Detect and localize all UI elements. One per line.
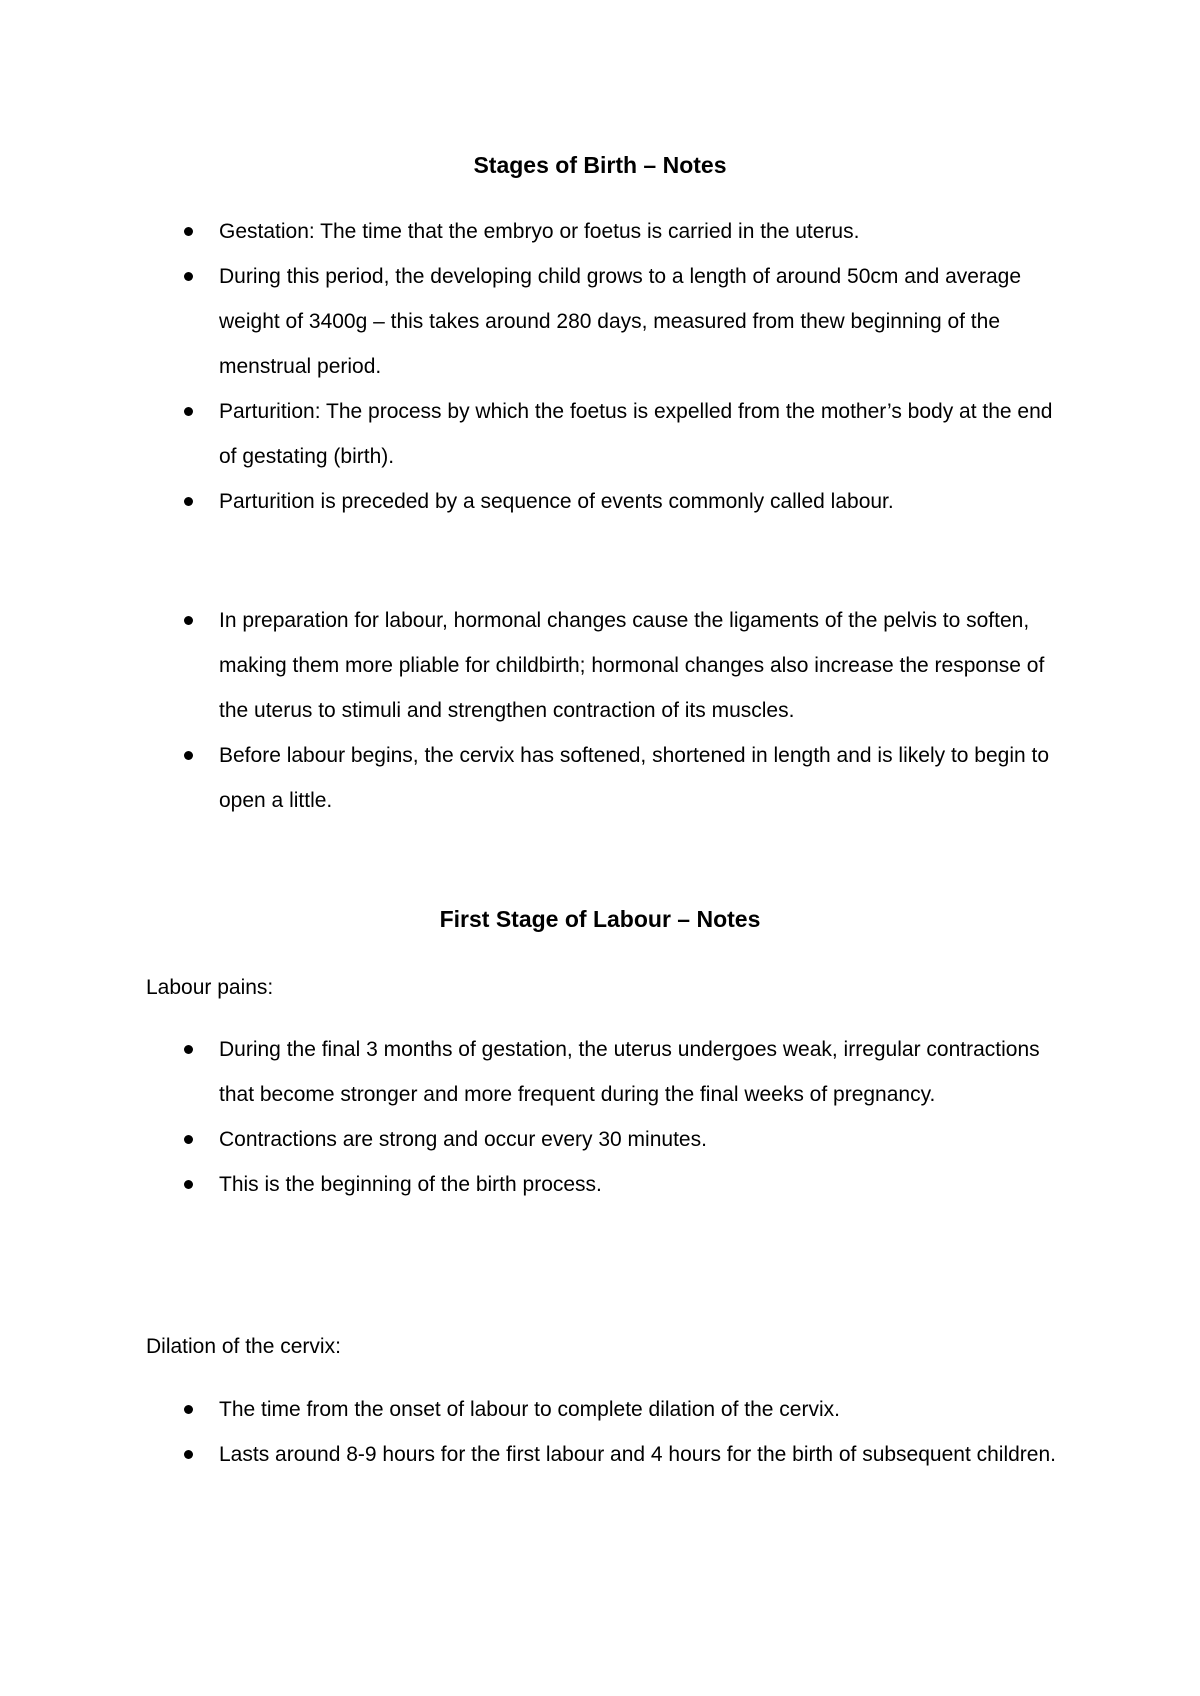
list-item: Parturition: The process by which the foetus is expelled from the mother’s body at the end of gestating (birth). (0, 389, 1069, 479)
list-item: Lasts around 8-9 hours for the first labour and 4 hours for the birth of subsequent children. (0, 1432, 1069, 1477)
dilation-list (0, 1387, 1200, 1477)
list-item: During the final 3 months of gestation, the uterus undergoes weak, irregular contractions that become stronger and more frequent during the final weeks of pregnancy. (0, 1027, 1069, 1117)
list-item: Parturition is preceded by a sequence of events commonly called labour. (0, 479, 1069, 524)
list-item: During this period, the developing child grows to a length of around 50cm and average weight of 3400g – this takes around 280 days, measured from thew beginning of the menstrual period. (0, 254, 1069, 389)
first-stage-heading: First Stage of Labour – Notes (439, 906, 761, 932)
labour-pains-list (0, 1027, 1200, 1207)
list-item: Contractions are strong and occur every 30 minutes. (0, 1117, 1069, 1162)
list-item: Before labour begins, the cervix has softened, shortened in length and is likely to begin to open a little. (0, 733, 1069, 823)
stages-of-birth-list-2 (0, 598, 1200, 823)
stages-of-birth-list-1 (0, 209, 1200, 524)
labour-pains-label: Labour pains: (146, 976, 274, 999)
list-item: The time from the onset of labour to complete dilation of the cervix. (0, 1387, 1069, 1432)
list-item: This is the beginning of the birth process. (0, 1162, 1069, 1207)
list-item: In preparation for labour, hormonal changes cause the ligaments of the pelvis to soften, making them more pliable for childbirth; hormonal changes also increase the response of the uterus to stimuli and strengthen contraction of its muscles. (0, 598, 1069, 733)
list-item: Gestation: The time that the embryo or foetus is carried in the uterus. (0, 209, 1069, 254)
dilation-label: Dilation of the cervix: (146, 1335, 341, 1358)
stages-of-birth-heading: Stages of Birth – Notes (473, 152, 727, 178)
